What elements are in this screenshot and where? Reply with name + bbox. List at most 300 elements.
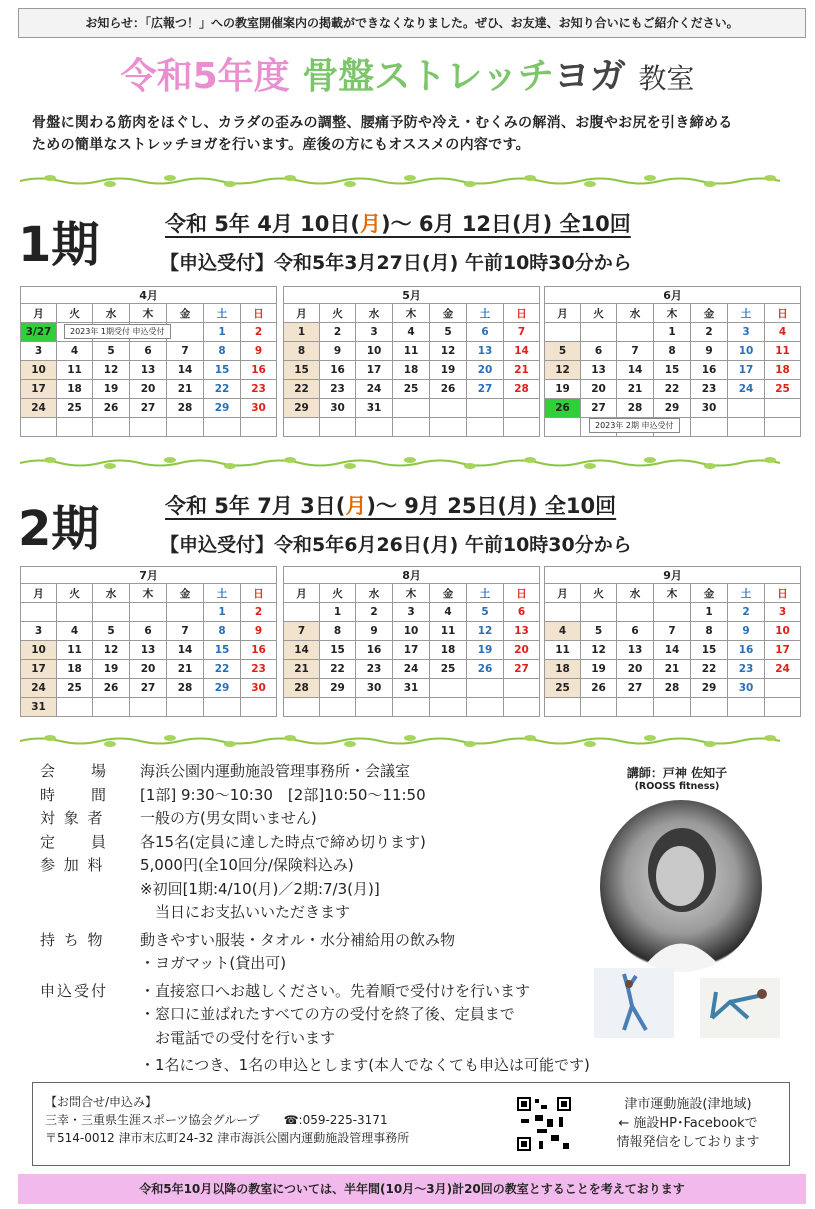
day-cell: 25 [545, 679, 581, 698]
day-cell [581, 603, 617, 622]
day-cell: 22 [320, 660, 356, 679]
day-cell: 28 [167, 679, 204, 698]
day-cell: 25 [57, 679, 93, 698]
weekday-cell: 日 [241, 584, 277, 603]
day-cell: 31 [21, 698, 57, 717]
day-cell: 6 [617, 622, 654, 641]
day-cell [430, 399, 467, 418]
calendar-week [284, 622, 540, 641]
day-cell: 4 [57, 622, 93, 641]
day-cell [57, 603, 93, 622]
day-cell: 26 [545, 399, 581, 418]
day-cell [504, 418, 540, 437]
day-cell: 28 [504, 380, 540, 399]
calendar-1 [283, 286, 540, 437]
day-cell [617, 323, 654, 342]
intro-line: ための簡単なストレッチヨガを行います。産後の方にもオススメの内容です。 [32, 137, 530, 153]
day-cell: 18 [765, 361, 801, 380]
day-cell: 19 [545, 380, 581, 399]
day-cell: 10 [393, 622, 430, 641]
weekday-cell: 火 [57, 584, 93, 603]
day-cell: 7 [167, 342, 204, 361]
calendar-0 [20, 286, 277, 437]
day-cell: 23 [241, 380, 277, 399]
calendar-week [21, 361, 277, 380]
day-cell: 26 [467, 660, 504, 679]
day-cell [691, 698, 728, 717]
calendar-2 [544, 286, 801, 437]
weekday-cell: 水 [93, 304, 130, 323]
title-yoga: ヨガ [553, 56, 626, 97]
day-cell [21, 418, 57, 437]
qr-code-icon[interactable] [515, 1095, 573, 1153]
calendar-week [545, 380, 801, 399]
info-value: ・窓口に並ばれたすべての方の受付を終了後、定員まで [140, 1005, 515, 1023]
contact-address: 〒514-0012 津市末広町24-32 津市海浜公園内運動施設管理事務所 [45, 1131, 410, 1145]
day-cell: 27 [130, 679, 167, 698]
day-cell: 22 [654, 380, 691, 399]
calendar-week [545, 679, 801, 698]
day-cell: 13 [467, 342, 504, 361]
day-cell: 30 [241, 679, 277, 698]
weekday-cell: 日 [241, 304, 277, 323]
day-cell: 6 [581, 342, 617, 361]
day-cell: 14 [167, 361, 204, 380]
facility-info [593, 1095, 783, 1152]
vine-divider [20, 734, 795, 748]
weekday-cell: 日 [765, 304, 801, 323]
day-cell: 11 [545, 641, 581, 660]
day-cell: 9 [241, 622, 277, 641]
day-cell: 11 [430, 622, 467, 641]
day-cell: 14 [654, 641, 691, 660]
info-value: ・直接窓口へお越しください。先着順で受付けを行います [140, 981, 531, 1000]
day-cell: 7 [284, 622, 320, 641]
day-cell [393, 399, 430, 418]
info-label: 参 加 料 [40, 856, 105, 874]
info-row [40, 952, 590, 976]
info-value: [1部] 9:30～10:30 [2部]10:50～11:50 [140, 785, 426, 804]
period-2-apply: 【申込受付】令和5年6月26日(月) 午前10時30分から [160, 534, 632, 556]
day-cell: 22 [691, 660, 728, 679]
day-cell: 8 [654, 342, 691, 361]
day-cell: 27 [467, 380, 504, 399]
day-cell: 26 [430, 380, 467, 399]
weekday-cell: 木 [130, 584, 167, 603]
calendar-month: 8月 [284, 567, 540, 584]
title-class: 教室 [638, 62, 695, 95]
calendar-week [284, 698, 540, 717]
day-cell: 15 [654, 361, 691, 380]
day-cell: 10 [356, 342, 393, 361]
day-cell: 10 [21, 641, 57, 660]
day-cell: 31 [356, 399, 393, 418]
day-cell: 23 [691, 380, 728, 399]
weekday-cell: 日 [504, 584, 540, 603]
weekday-cell: 月 [284, 584, 320, 603]
yoga-photo-1 [594, 968, 674, 1038]
day-cell [284, 698, 320, 717]
day-cell: 4 [393, 323, 430, 342]
info-value: お電話での受付を行います [140, 1028, 336, 1047]
day-cell: 11 [765, 342, 801, 361]
day-cell [467, 679, 504, 698]
day-cell: 18 [57, 660, 93, 679]
footer-note: 令和5年10月以降の教室については、半年間(10月～3月)計20回の教室とすることを考えております [18, 1174, 806, 1204]
balloon-2: 2023年 2期 申込受付 [589, 418, 680, 433]
day-cell: 20 [504, 641, 540, 660]
calendar-week [545, 323, 801, 342]
calendar-week [545, 698, 801, 717]
day-cell: 22 [284, 380, 320, 399]
calendar-week [545, 603, 801, 622]
day-cell: 2 [241, 603, 277, 622]
day-cell [204, 698, 241, 717]
day-cell: 3 [21, 622, 57, 641]
day-cell: 25 [393, 380, 430, 399]
calendar-week [284, 380, 540, 399]
day-cell [167, 698, 204, 717]
info-value: 当日にお支払いいただきます [140, 903, 351, 921]
day-cell: 21 [284, 660, 320, 679]
info-label: 会 場 [40, 762, 109, 780]
weekday-cell: 水 [617, 304, 654, 323]
day-cell: 3 [393, 603, 430, 622]
day-cell: 31 [393, 679, 430, 698]
day-cell: 12 [581, 641, 617, 660]
day-cell: 3 [21, 342, 57, 361]
day-cell [728, 418, 765, 437]
info-label: 時 間 [40, 785, 109, 804]
weekday-cell: 土 [204, 584, 241, 603]
info-value: 5,000円(全10回分/保険料込み) [140, 856, 354, 874]
day-cell: 27 [504, 660, 540, 679]
day-cell [93, 603, 130, 622]
info-row [40, 878, 590, 902]
day-cell: 3/27 [21, 323, 57, 342]
day-cell: 14 [284, 641, 320, 660]
info-value: 海浜公園内運動施設管理事務所・会議室 [140, 762, 411, 780]
day-cell: 28 [617, 399, 654, 418]
day-cell: 10 [21, 361, 57, 380]
day-cell: 3 [728, 323, 765, 342]
calendar-week [21, 679, 277, 698]
instructor [612, 764, 742, 792]
day-cell: 16 [728, 641, 765, 660]
day-cell: 17 [765, 641, 801, 660]
calendar-week [545, 399, 801, 418]
day-cell: 15 [284, 361, 320, 380]
day-cell [167, 603, 204, 622]
day-cell: 6 [467, 323, 504, 342]
day-cell: 19 [430, 361, 467, 380]
weekday-cell: 土 [728, 304, 765, 323]
day-cell: 19 [93, 380, 130, 399]
facility-name: 津市運動施設(津地域) [624, 1097, 752, 1112]
day-cell: 13 [581, 361, 617, 380]
info-value: ※初回[1期:4/10(月)／2期:7/3(月)] [140, 879, 380, 898]
day-cell: 18 [393, 361, 430, 380]
yoga-photo-2 [700, 978, 780, 1038]
day-cell: 17 [728, 361, 765, 380]
day-cell: 30 [728, 679, 765, 698]
day-cell [204, 418, 241, 437]
day-cell [356, 698, 393, 717]
title-main: 骨盤ストレッチ [302, 56, 554, 97]
day-cell: 12 [545, 361, 581, 380]
calendar-week [21, 660, 277, 679]
day-cell: 29 [204, 679, 241, 698]
day-cell: 16 [691, 361, 728, 380]
day-cell: 13 [504, 622, 540, 641]
day-cell: 18 [545, 660, 581, 679]
day-cell: 7 [167, 622, 204, 641]
info-value: ・ヨガマット(貸出可) [140, 954, 287, 972]
day-cell: 17 [393, 641, 430, 660]
weekday-cell: 木 [654, 304, 691, 323]
weekday-cell: 日 [765, 584, 801, 603]
day-cell: 18 [430, 641, 467, 660]
calendar-week [545, 622, 801, 641]
weekday-cell: 金 [430, 584, 467, 603]
calendar-week [21, 603, 277, 622]
weekday-cell: 木 [393, 584, 430, 603]
day-cell [393, 418, 430, 437]
info-value: 動きやすい服装・タオル・水分補給用の飲み物 [140, 930, 456, 949]
day-cell: 13 [130, 361, 167, 380]
day-cell: 21 [167, 660, 204, 679]
info-label: 対 象 者 [40, 809, 105, 827]
day-cell [581, 698, 617, 717]
day-cell: 1 [654, 323, 691, 342]
day-cell: 22 [204, 660, 241, 679]
day-cell: 3 [356, 323, 393, 342]
day-cell [130, 418, 167, 437]
info-label: 持 ち 物 [40, 930, 105, 949]
day-cell: 16 [241, 641, 277, 660]
day-cell [765, 679, 801, 698]
weekday-cell: 水 [356, 584, 393, 603]
calendar-week [21, 399, 277, 418]
calendar-month: 7月 [21, 567, 277, 584]
day-cell: 1 [320, 603, 356, 622]
weekday-cell: 月 [21, 584, 57, 603]
day-cell: 13 [617, 641, 654, 660]
day-cell: 16 [320, 361, 356, 380]
info-value: 各15名(定員に達した時点で締め切ります) [140, 832, 426, 851]
calendar-4 [283, 566, 540, 717]
weekday-cell: 火 [57, 304, 93, 323]
day-cell: 24 [765, 660, 801, 679]
intro-text [32, 112, 792, 156]
day-cell [617, 603, 654, 622]
info-row [40, 901, 590, 925]
weekday-cell: 木 [393, 304, 430, 323]
day-cell: 4 [545, 622, 581, 641]
info-row [40, 980, 590, 1004]
day-cell: 25 [430, 660, 467, 679]
day-cell [130, 603, 167, 622]
info-row [40, 929, 590, 953]
calendar-week [21, 641, 277, 660]
info-row [40, 831, 590, 855]
weekday-cell: 金 [167, 584, 204, 603]
weekday-cell: 金 [167, 304, 204, 323]
day-cell [691, 418, 728, 437]
day-cell [467, 399, 504, 418]
day-cell [430, 679, 467, 698]
calendar-5 [544, 566, 801, 717]
day-cell [467, 698, 504, 717]
info-row [40, 760, 590, 784]
day-cell: 21 [654, 660, 691, 679]
day-cell: 12 [467, 622, 504, 641]
day-cell [430, 418, 467, 437]
day-cell: 23 [356, 660, 393, 679]
day-cell [320, 698, 356, 717]
day-cell [654, 698, 691, 717]
calendar-week [21, 342, 277, 361]
calendar-week [284, 641, 540, 660]
day-cell: 16 [241, 361, 277, 380]
day-cell: 8 [691, 622, 728, 641]
day-cell: 2 [691, 323, 728, 342]
period-2-label: 2期 [18, 501, 100, 557]
day-cell: 17 [21, 660, 57, 679]
day-cell: 12 [93, 361, 130, 380]
calendar-month: 5月 [284, 287, 540, 304]
day-cell: 17 [21, 380, 57, 399]
period-1-dates: 令和 5年 4月 10日(月)～ 6月 12日(月) 全10回 [165, 212, 631, 236]
day-cell: 18 [57, 380, 93, 399]
day-cell: 8 [204, 342, 241, 361]
info-row [40, 784, 590, 808]
day-cell: 2 [320, 323, 356, 342]
info-list [40, 760, 590, 1078]
day-cell [728, 399, 765, 418]
day-cell: 5 [581, 622, 617, 641]
info-row [40, 1027, 590, 1051]
weekday-cell: 月 [545, 584, 581, 603]
day-cell [393, 698, 430, 717]
day-cell: 24 [21, 399, 57, 418]
info-row [40, 1003, 590, 1027]
day-cell [467, 418, 504, 437]
facility-sns: ← 施設HP･Facebookで [618, 1116, 758, 1131]
day-cell: 9 [728, 622, 765, 641]
day-cell: 28 [284, 679, 320, 698]
day-cell: 30 [356, 679, 393, 698]
weekday-cell: 木 [654, 584, 691, 603]
weekday-cell: 火 [581, 304, 617, 323]
instructor-affiliation: (ROOSS fitness) [634, 781, 720, 792]
day-cell: 5 [93, 622, 130, 641]
day-cell: 10 [728, 342, 765, 361]
day-cell: 14 [617, 361, 654, 380]
day-cell: 20 [467, 361, 504, 380]
weekday-cell: 月 [21, 304, 57, 323]
calendar-week [545, 342, 801, 361]
day-cell: 19 [581, 660, 617, 679]
day-cell: 24 [728, 380, 765, 399]
day-cell: 12 [430, 342, 467, 361]
day-cell [545, 698, 581, 717]
day-cell: 4 [430, 603, 467, 622]
day-cell [241, 698, 277, 717]
day-cell: 13 [130, 641, 167, 660]
day-cell: 6 [130, 342, 167, 361]
period-2-dates: 令和 5年 7月 3日(月)～ 9月 25日(月) 全10回 [165, 494, 617, 518]
day-cell: 23 [320, 380, 356, 399]
calendar-week [21, 380, 277, 399]
day-cell: 7 [504, 323, 540, 342]
weekday-cell: 月 [545, 304, 581, 323]
day-cell: 21 [504, 361, 540, 380]
day-cell: 2 [728, 603, 765, 622]
day-cell: 6 [504, 603, 540, 622]
day-cell: 17 [356, 361, 393, 380]
calendar-week [284, 418, 540, 437]
day-cell [167, 418, 204, 437]
day-cell [545, 603, 581, 622]
day-cell: 8 [284, 342, 320, 361]
day-cell: 9 [320, 342, 356, 361]
info-row [40, 1054, 590, 1078]
calendar-week [284, 342, 540, 361]
vine-divider [20, 456, 795, 470]
info-row [40, 807, 590, 831]
calendar-week [545, 361, 801, 380]
day-cell: 6 [130, 622, 167, 641]
day-cell: 1 [284, 323, 320, 342]
vine-divider [20, 174, 795, 188]
day-cell [356, 418, 393, 437]
calendar-week [21, 622, 277, 641]
day-cell: 19 [93, 660, 130, 679]
weekday-cell: 木 [130, 304, 167, 323]
weekday-cell: 水 [617, 584, 654, 603]
day-cell: 12 [93, 641, 130, 660]
day-cell: 29 [320, 679, 356, 698]
day-cell: 8 [204, 622, 241, 641]
notice-banner: お知らせ：「広報つ！」への教室開催案内の掲載ができなくなりました。ぜひ、お友達、お知り合いにもご紹介ください。 [18, 8, 806, 38]
day-cell: 7 [617, 342, 654, 361]
weekday-cell: 土 [204, 304, 241, 323]
day-cell: 9 [691, 342, 728, 361]
balloon-1: 2023年 1期受付 申込受付 [64, 324, 171, 339]
facility-sns-2: 情報発信をしております [616, 1135, 760, 1150]
day-cell: 10 [765, 622, 801, 641]
day-cell: 21 [617, 380, 654, 399]
day-cell: 9 [241, 342, 277, 361]
weekday-cell: 火 [581, 584, 617, 603]
day-cell [728, 698, 765, 717]
day-cell [21, 603, 57, 622]
day-cell: 30 [691, 399, 728, 418]
day-cell: 27 [617, 679, 654, 698]
day-cell [93, 418, 130, 437]
calendar-week [284, 660, 540, 679]
day-cell: 14 [504, 342, 540, 361]
day-cell [284, 603, 320, 622]
info-label: 定 員 [40, 832, 109, 851]
weekday-cell: 火 [320, 304, 356, 323]
calendar-month: 4月 [21, 287, 277, 304]
page-title [0, 48, 815, 99]
info-value: 一般の方(男女問いません) [140, 809, 317, 827]
day-cell: 26 [93, 679, 130, 698]
day-cell: 29 [204, 399, 241, 418]
